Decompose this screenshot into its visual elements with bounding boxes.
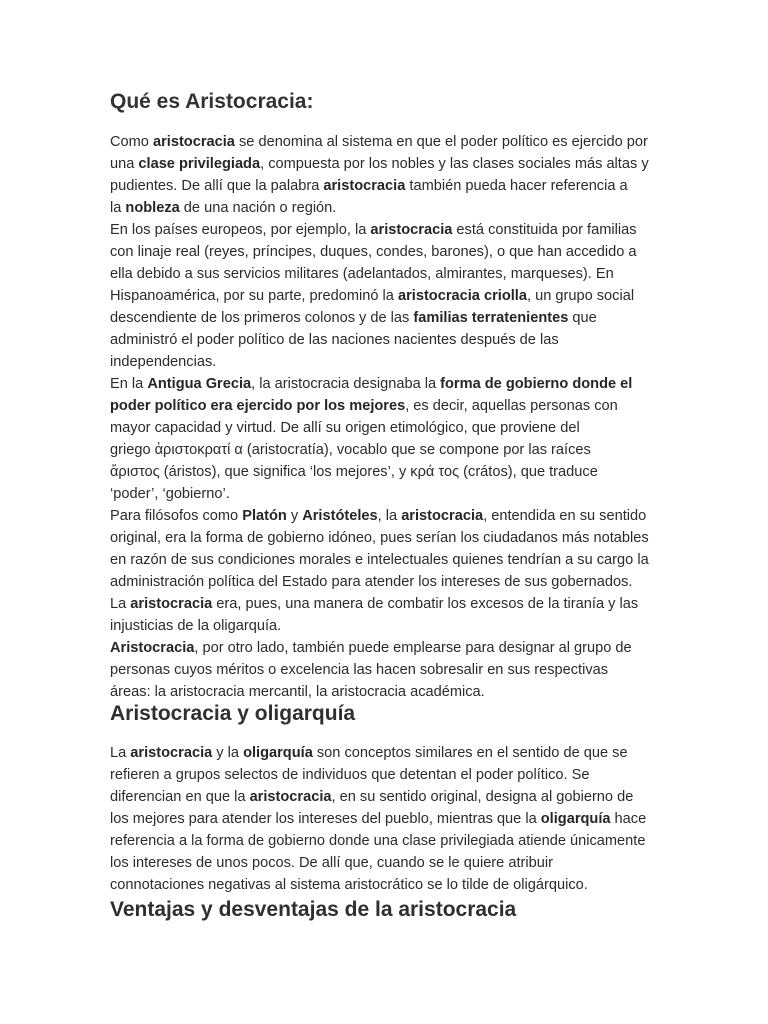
text-line: administró el poder político de las naciones nacientes después de las xyxy=(110,332,559,348)
text-line: La aristocracia era, pues, una manera de combatir los excesos de la tiranía y las xyxy=(110,596,639,612)
text-line: administración política del Estado para atender los intereses de sus gobernados. xyxy=(110,574,633,590)
text-line: injusticias de la oligarquía. xyxy=(110,618,282,634)
text-line: con linaje real (reyes, príncipes, duques, condes, barones), o que han accedido a xyxy=(110,244,637,260)
text-line: los intereses de unos pocos. De allí que, cuando se le quiere atribuir xyxy=(110,855,553,871)
text-line: diferencian en que la aristocracia, en su sentido original, designa al gobierno de xyxy=(110,789,634,805)
text-line: pudientes. De allí que la palabra aristocracia también pueda hacer referencia a xyxy=(110,178,628,194)
text-line: referencia a la forma de gobierno donde una clase privilegiada atiende únicamente xyxy=(110,833,646,849)
text-line: En la Antigua Grecia, la aristocracia designaba la forma de gobierno donde el xyxy=(110,376,633,392)
text-line: personas cuyos méritos o excelencia las hacen sobresalir en sus respectivas xyxy=(110,662,609,678)
text-line: Aristocracia, por otro lado, también puede emplearse para designar al grupo de xyxy=(110,640,632,656)
text-line: descendiente de los primeros colonos y de las familias terratenientes que xyxy=(110,310,597,326)
text-line: Como aristocracia se denomina al sistema en que el poder político es ejercido por xyxy=(110,134,648,150)
text-line: Hispanoamérica, por su parte, predominó la aristocracia criolla, un grupo social xyxy=(110,288,635,304)
section-heading-aristocracia-oligarquia: Aristocracia y oligarquía xyxy=(110,702,356,725)
section-body-aristocracia-oligarquia xyxy=(110,742,670,896)
intro-body xyxy=(110,131,670,703)
text-line: en razón de sus condiciones morales e intelectuales quienes tendrían a su cargo la xyxy=(110,552,649,568)
text-line: Para filósofos como Platón y Aristóteles, la aristocracia, entendida en su sentido xyxy=(110,508,647,524)
text-line: independencias. xyxy=(110,354,217,370)
text-line: original, era la forma de gobierno idóneo, pues serían los ciudadanos más notables xyxy=(110,530,649,546)
section-heading-ventajas-desventajas: Ventajas y desventajas de la aristocracia xyxy=(110,898,517,921)
text-line: ella debido a sus servicios militares (adelantados, almirantes, marqueses). En xyxy=(110,266,614,282)
text-line: ἄριστος (áristos), que significa ‘los mejores’, y κρά τος (crátos), que traduce xyxy=(110,464,598,480)
text-line: ‘poder’, ‘gobierno’. xyxy=(110,486,230,502)
text-line: una clase privilegiada, compuesta por los nobles y las clases sociales más altas y xyxy=(110,156,649,172)
text-line: griego ἀριστοκρατί α (aristocratía), vocablo que se compone por las raíces xyxy=(110,442,591,458)
text-line: áreas: la aristocracia mercantil, la aristocracia académica. xyxy=(110,684,485,700)
text-line: la nobleza de una nación o región. xyxy=(110,200,337,216)
page-title: Qué es Aristocracia: xyxy=(110,90,314,113)
text-line: La aristocracia y la oligarquía son conceptos similares en el sentido de que se xyxy=(110,745,628,761)
text-line: los mejores para atender los intereses del pueblo, mientras que la oligarquía hace xyxy=(110,811,647,827)
text-line: En los países europeos, por ejemplo, la aristocracia está constituida por familias xyxy=(110,222,637,238)
text-line: mayor capacidad y virtud. De allí su origen etimológico, que proviene del xyxy=(110,420,580,436)
text-line: refieren a grupos selectos de individuos que detentan el poder político. Se xyxy=(110,767,590,783)
text-line: poder político era ejercido por los mejores, es decir, aquellas personas con xyxy=(110,398,618,414)
text-line: connotaciones negativas al sistema aristocrático se lo tilde de oligárquico. xyxy=(110,877,588,893)
